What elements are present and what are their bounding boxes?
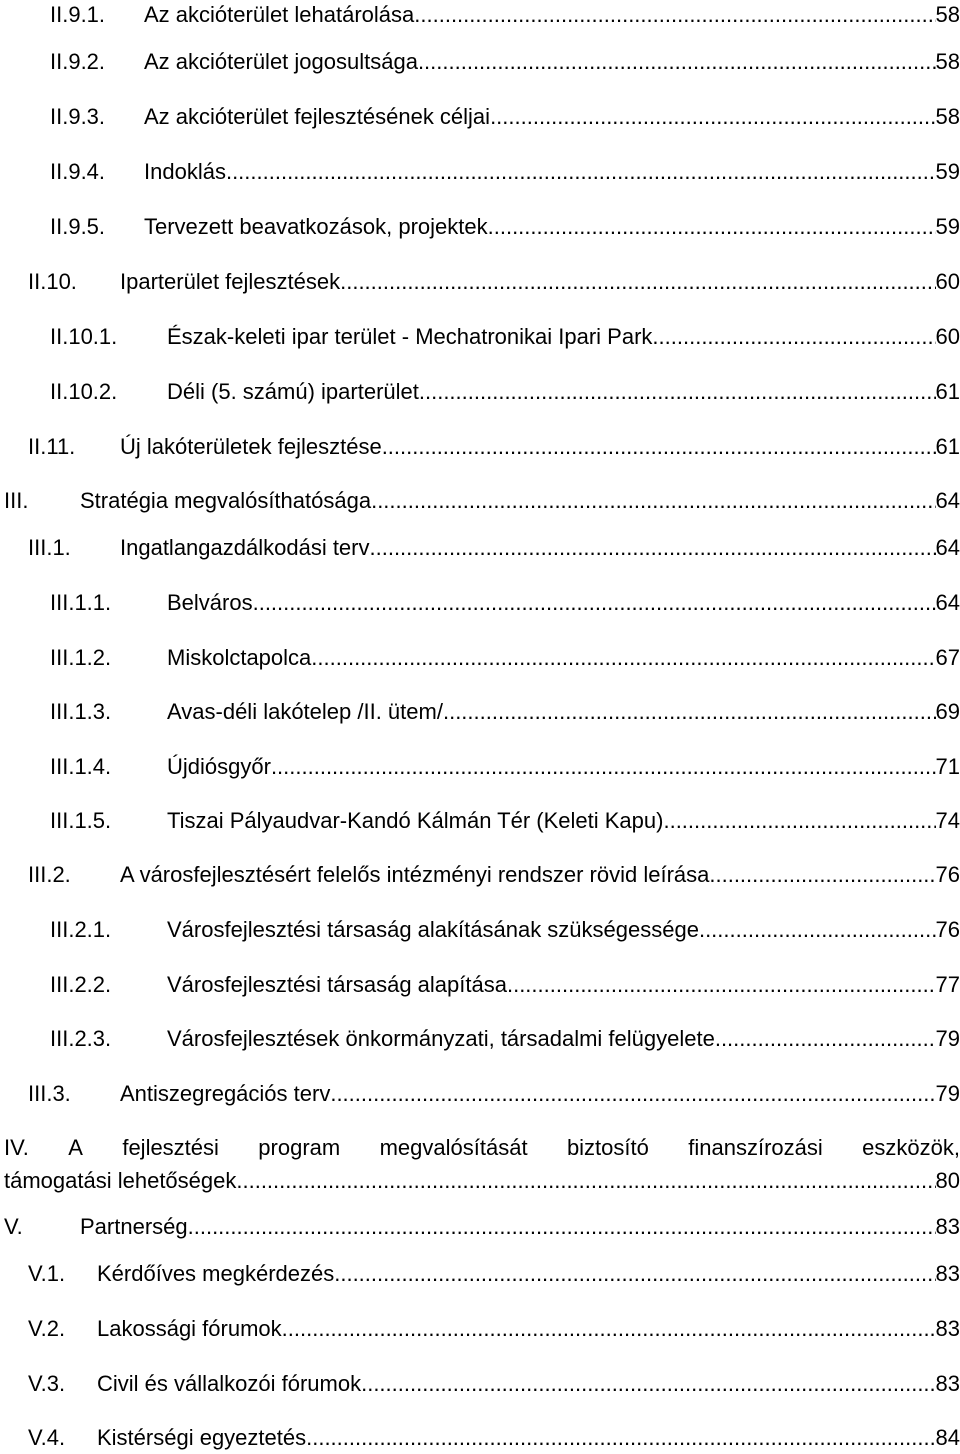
toc-entry-number: II.9.3. (50, 104, 106, 129)
toc-entry-title: Észak-keleti ipar terület - Mechatronikai Ipari Park (167, 324, 653, 349)
toc-entry-iii-1-2[interactable] (0, 643, 960, 673)
toc-entry-number: III.1. (28, 535, 71, 560)
toc-entry-iii-1-1[interactable] (0, 588, 960, 618)
toc-entry-title-word: biztosító (566, 1135, 649, 1160)
toc-entry-number: II.9.4. (50, 159, 106, 184)
dot-leader (443, 697, 936, 727)
toc-entry-title: Az akcióterület jogosultsága (144, 49, 418, 74)
toc-entry-number: II.10.1. (50, 324, 118, 349)
toc-entry-page: 64 (935, 590, 960, 615)
toc-entry-iii-1[interactable] (0, 533, 960, 563)
toc-entry-page: 58 (935, 2, 960, 27)
toc-entry-v[interactable] (0, 1212, 960, 1242)
toc-entry-number: II.9.2. (50, 49, 106, 74)
toc-entry-title: Tiszai Pályaudvar-Kandó Kálmán Tér (Keleti Kapu) (167, 808, 664, 833)
toc-entry-title: Belváros (167, 590, 253, 615)
toc-entry-page: 58 (935, 49, 960, 74)
toc-entry-number: V.1. (28, 1261, 66, 1286)
toc-entry-number: III.3. (28, 1081, 71, 1106)
dot-leader (488, 212, 936, 242)
toc-entry-page: 74 (935, 808, 960, 833)
toc-entry-page: 61 (935, 379, 960, 404)
toc-entry-title: A városfejlesztésért felelős intézményi rendszer rövid leírása (120, 862, 710, 887)
dot-leader (490, 102, 935, 132)
toc-entry-iv-continuation[interactable] (0, 1166, 960, 1196)
dot-leader (311, 643, 935, 673)
dot-leader (699, 915, 936, 945)
toc-entry-title: Új lakóterületek fejlesztése (120, 434, 382, 459)
toc-entry-number: II.10.2. (50, 379, 118, 404)
toc-entry-title: Az akcióterület fejlesztésének céljai (144, 104, 491, 129)
dot-leader (709, 860, 935, 890)
toc-entry-number: III. (4, 488, 29, 513)
toc-entry-page: 80 (935, 1168, 960, 1193)
dot-leader (361, 1369, 935, 1399)
toc-entry-number: V. (4, 1214, 23, 1239)
toc-entry-number: V.2. (28, 1316, 66, 1341)
toc-entry-number: IV. (4, 1135, 29, 1160)
toc-entry-iii-2-2[interactable] (0, 970, 960, 1000)
dot-leader (418, 47, 936, 77)
toc-entry-number: III.1.3. (50, 699, 112, 724)
dot-leader (340, 267, 935, 297)
toc-entry-title: támogatási lehetőségek (4, 1168, 237, 1193)
toc-entry-ii-11[interactable] (0, 432, 960, 462)
dot-leader (419, 377, 936, 407)
dot-leader (414, 0, 935, 30)
dot-leader (330, 1079, 935, 1109)
toc-entry-number: III.2.1. (50, 917, 112, 942)
toc-entry-page: 61 (935, 434, 960, 459)
toc-entry-page: 69 (935, 699, 960, 724)
toc-entry-iii[interactable] (0, 486, 960, 516)
toc-entry-iii-1-4[interactable] (0, 752, 960, 782)
toc-entry-title: Városfejlesztési társaság alapítása (167, 972, 507, 997)
toc-entry-title-word: megvalósítását (379, 1135, 528, 1160)
toc-entry-page: 67 (935, 645, 960, 670)
toc-entry-page: 59 (935, 214, 960, 239)
toc-entry-number: II.9.5. (50, 214, 106, 239)
toc-entry-v-3[interactable] (0, 1369, 960, 1399)
dot-leader (282, 1314, 936, 1344)
toc-entry-page: 76 (935, 862, 960, 887)
toc-entry-v-4[interactable] (0, 1423, 960, 1453)
toc-entry-page: 58 (935, 104, 960, 129)
dot-leader (188, 1212, 936, 1242)
toc-entry-number: III.1.2. (50, 645, 112, 670)
toc-entry-title: Miskolctapolca (167, 645, 312, 670)
toc-entry-number: II.11. (28, 434, 76, 459)
toc-entry-page: 79 (935, 1081, 960, 1106)
toc-entry-iii-1-5[interactable] (0, 806, 960, 836)
toc-entry-title-word: A (68, 1135, 83, 1160)
dot-leader (226, 157, 936, 187)
toc-entry-page: 84 (935, 1425, 960, 1450)
toc-entry-page: 79 (935, 1026, 960, 1051)
toc-entry-iii-2-1[interactable] (0, 915, 960, 945)
toc-entry-title: Lakossági fórumok (97, 1316, 282, 1341)
dot-leader (271, 752, 936, 782)
toc-entry-v-1[interactable] (0, 1259, 960, 1289)
toc-entry-title: Déli (5. számú) iparterület (167, 379, 419, 404)
toc-entry-page: 83 (935, 1261, 960, 1286)
toc-entry-title: Kérdőíves megkérdezés (97, 1261, 335, 1286)
toc-entry-title: Stratégia megvalósíthatósága (80, 488, 372, 513)
toc-entry-title-word: finanszírozási (688, 1135, 823, 1160)
toc-entry-title: Kistérségi egyeztetés (97, 1425, 307, 1450)
toc-entry-page: 83 (935, 1371, 960, 1396)
dot-leader (370, 533, 936, 563)
toc-entry-number: II.9.1. (50, 2, 106, 27)
toc-entry-page: 60 (935, 324, 960, 349)
toc-entry-ii-10-1[interactable] (0, 322, 960, 352)
toc-entry-title: Városfejlesztések önkormányzati, társadalmi felügyelete (167, 1026, 715, 1051)
toc-entry-iii-2[interactable] (0, 860, 960, 890)
dot-leader (382, 432, 936, 462)
toc-entry-title-word: eszközök, (862, 1135, 960, 1160)
toc-entry-page: 83 (935, 1214, 960, 1239)
dot-leader (306, 1423, 935, 1453)
toc-entry-title: Újdiósgyőr (167, 754, 271, 779)
toc-entry-title: Iparterület fejlesztések (120, 269, 341, 294)
toc-entry-ii-9-4[interactable] (0, 157, 960, 187)
toc-entry-title: Városfejlesztési társaság alakításának szükségessége (167, 917, 699, 942)
toc-entry-title: Avas-déli lakótelep /II. ütem/ (167, 699, 443, 724)
dot-leader (652, 322, 935, 352)
toc-entry-page: 59 (935, 159, 960, 184)
toc-entry-page: 71 (935, 754, 960, 779)
toc-entry-ii-10-2[interactable] (0, 377, 960, 407)
toc-entry-title: Civil és vállalkozói fórumok (97, 1371, 362, 1396)
toc-entry-page: 64 (935, 488, 960, 513)
toc-entry-title-word: fejlesztési (122, 1135, 219, 1160)
toc-entry-number: V.4. (28, 1425, 66, 1450)
toc-entry-ii-9-1[interactable] (0, 0, 960, 30)
toc-entry-title: Ingatlangazdálkodási terv (120, 535, 370, 560)
toc-entry-iii-1-3[interactable] (0, 697, 960, 727)
toc-entry-page: 77 (935, 972, 960, 997)
toc-entry-title: Antiszegregációs terv (120, 1081, 331, 1106)
toc-entry-title: Az akcióterület lehatárolása (144, 2, 415, 27)
toc-entry-number: II.10. (28, 269, 77, 294)
toc-entry-title: Indoklás (144, 159, 226, 184)
dot-leader (507, 970, 936, 1000)
dot-leader (663, 806, 935, 836)
toc-entry-title: Partnerség (80, 1214, 188, 1239)
toc-entry-page: 76 (935, 917, 960, 942)
toc-entry-title: Tervezett beavatkozások, projektek (144, 214, 488, 239)
toc-entry-ii-9-5[interactable] (0, 212, 960, 242)
toc-entry-number: V.3. (28, 1371, 66, 1396)
toc-entry-ii-9-2[interactable] (0, 47, 960, 77)
toc-entry-number: III.1.5. (50, 808, 112, 833)
toc-entry-page: 83 (935, 1316, 960, 1341)
toc-entry-number: III.2. (28, 862, 71, 887)
toc-entry-iii-2-3[interactable] (0, 1024, 960, 1054)
toc-entry-page: 64 (935, 535, 960, 560)
toc-entry-iv[interactable] (0, 1133, 960, 1163)
toc-entry-number: III.2.2. (50, 972, 112, 997)
dot-leader (715, 1024, 936, 1054)
toc-entry-title-word: program (258, 1135, 341, 1160)
toc-entry-page: 60 (935, 269, 960, 294)
dot-leader (334, 1259, 935, 1289)
toc-entry-number: III.1.1. (50, 590, 112, 615)
toc-entry-ii-9-3[interactable] (0, 102, 960, 132)
toc-entry-ii-10[interactable] (0, 267, 960, 297)
toc-entry-number: III.1.4. (50, 754, 112, 779)
dot-leader (253, 588, 936, 618)
toc-entry-iii-3[interactable] (0, 1079, 960, 1109)
dot-leader (371, 486, 935, 516)
toc-entry-number: III.2.3. (50, 1026, 112, 1051)
toc-entry-v-2[interactable] (0, 1314, 960, 1344)
dot-leader (236, 1166, 935, 1196)
